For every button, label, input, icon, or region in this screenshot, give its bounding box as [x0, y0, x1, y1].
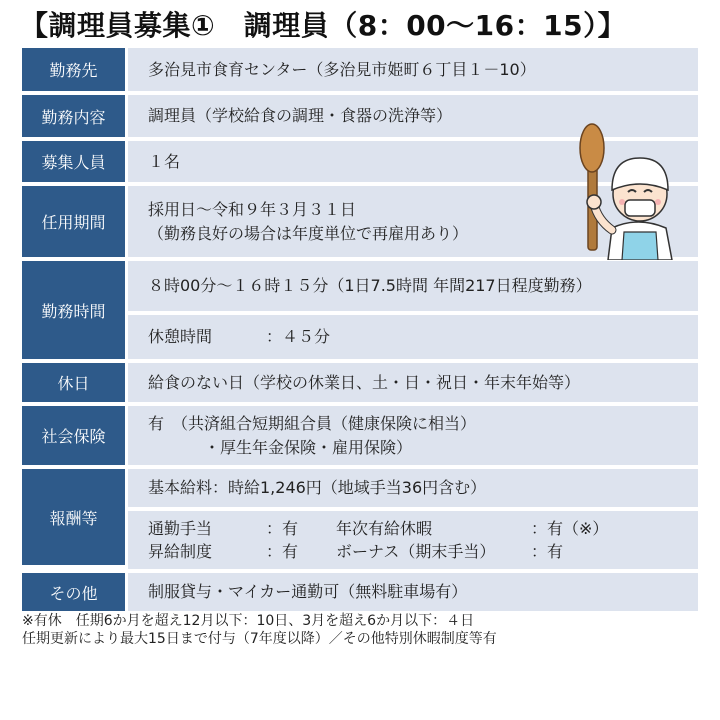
row-insurance — [22, 406, 698, 465]
label-duties: 勤務内容 — [22, 95, 125, 137]
pay-base-text: 基本給料：時給1,246円（地域手当36円含む） — [148, 478, 487, 498]
break-label: 休憩時間 — [148, 327, 213, 347]
commute-label: 通勤手当 — [148, 518, 213, 538]
value-break — [128, 315, 698, 359]
value-workplace — [128, 48, 698, 91]
insurance-line1: 有 （共済組合短期組合員（健康保険に相当） — [148, 414, 477, 434]
row-hours — [22, 261, 698, 359]
value-insurance — [128, 406, 698, 465]
other-text: 制服貸与・マイカー通勤可（無料駐車場有） — [148, 582, 468, 602]
row-pay — [22, 469, 698, 565]
value-pay-base — [128, 469, 698, 507]
insurance-line2: ・厚生年金保険・雇用保険） — [204, 437, 413, 457]
label-pay: 報酬等 — [22, 469, 125, 565]
label-hours: 勤務時間 — [22, 261, 125, 359]
break-value: ：４５分 — [266, 327, 331, 347]
row-holidays — [22, 363, 698, 402]
label-insurance: 社会保険 — [22, 406, 125, 465]
workplace-text: 多治見市食育センター（多治見市姫町６丁目１－10） — [148, 59, 536, 79]
label-openings: 募集人員 — [22, 141, 125, 182]
term-line1: 採用日〜令和９年３月３１日 — [148, 200, 357, 220]
page-title: 【調理員募集① 調理員（8：00〜16：15）】 — [20, 9, 627, 42]
value-holidays — [128, 363, 698, 402]
raise-value: ：有 — [266, 542, 299, 561]
label-term: 任用期間 — [22, 186, 125, 257]
footnotes — [22, 612, 497, 648]
row-workplace — [22, 48, 698, 91]
openings-text: １名 — [148, 151, 181, 171]
label-workplace: 勤務先 — [22, 48, 125, 91]
value-hours — [128, 261, 698, 311]
leave-value: ：有（※） — [531, 518, 609, 538]
holidays-text: 給食のない日（学校の休業日、土・日・祝日・年末年始等） — [148, 372, 581, 392]
footnote-line2: 任期更新により最大15日まで付与（7年度以降）／その他特別休暇制度等有 — [22, 631, 497, 648]
hours-line1: ８時00分〜１６時１５分（1日7.5時間 年間217日程度勤務） — [148, 276, 592, 296]
label-holidays: 休日 — [22, 363, 125, 402]
value-other — [128, 573, 698, 611]
leave-label: 年次有給休暇 — [336, 518, 433, 538]
raise-label: 昇給制度 — [148, 542, 213, 561]
allowances-grid — [148, 517, 698, 563]
cook-with-spatula-icon — [578, 120, 678, 260]
row-other — [22, 573, 698, 611]
commute-value: ：有 — [266, 518, 299, 538]
footnote-line1: ※有休 任期6か月を超え12月以下：10日、3月を超え6か月以下：４日 — [22, 613, 475, 629]
bonus-label: ボーナス（期末手当） — [336, 542, 496, 561]
bonus-value: ：有 — [531, 542, 564, 561]
value-pay-allowances — [128, 511, 698, 569]
term-line2: （勤務良好の場合は年度単位で再雇用あり） — [148, 223, 469, 243]
duties-text: 調理員（学校給食の調理・食器の洗浄等） — [148, 106, 453, 126]
label-other: その他 — [22, 573, 125, 611]
